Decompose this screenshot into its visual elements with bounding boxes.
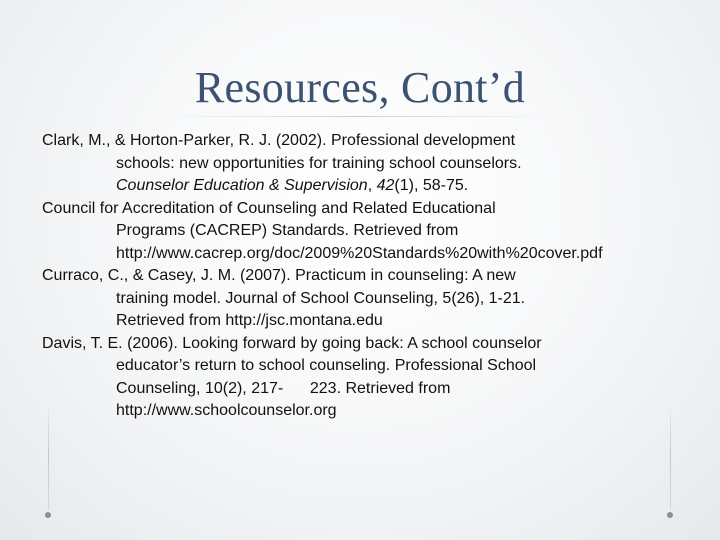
reference-url: http://www.cacrep.org/doc/2009%20Standards%20with%20cover.pdf <box>116 244 603 262</box>
reference-davis <box>42 333 682 423</box>
right-decorative-dot <box>667 512 673 518</box>
reference-line: Council for Accreditation of Counseling and Related Educational <box>42 199 496 217</box>
slide-title: Resources, Cont’d <box>194 63 526 112</box>
journal-title: Counselor Education & Supervision <box>116 177 368 194</box>
reference-line: Davis, T. E. (2006). Looking forward by going back: A school counselor <box>42 334 542 352</box>
reference-curraco <box>42 265 682 333</box>
reference-line <box>42 175 682 198</box>
reference-clark <box>42 130 682 198</box>
reference-line: Retrieved from http://jsc.montana.edu <box>116 312 383 329</box>
reference-url: http://www.schoolcounselor.org <box>116 402 337 419</box>
reference-line: Counseling, 10(2), 217- 223. Retrieved from <box>116 379 451 397</box>
reference-cacrep <box>42 198 682 266</box>
reference-line: educator’s return to school counseling. Professional School <box>116 357 537 374</box>
reference-separator: , <box>367 177 377 194</box>
reference-line: Programs (CACREP) Standards. Retrieved from <box>116 222 459 239</box>
journal-issue-pages: (1), 58-75. <box>394 177 469 194</box>
reference-list <box>42 130 682 423</box>
left-decorative-dot <box>45 512 51 518</box>
reference-line: schools: new opportunities for training school counselors. <box>116 154 522 172</box>
reference-line: Clark, M., & Horton-Parker, R. J. (2002). Professional development <box>42 132 516 149</box>
reference-line: Curraco, C., & Casey, J. M. (2007). Practicum in counseling: A new <box>42 267 516 284</box>
title-underline <box>165 116 553 117</box>
journal-volume: 42 <box>376 177 395 194</box>
reference-line: training model. Journal of School Counseling, 5(26), 1-21. <box>116 289 526 307</box>
